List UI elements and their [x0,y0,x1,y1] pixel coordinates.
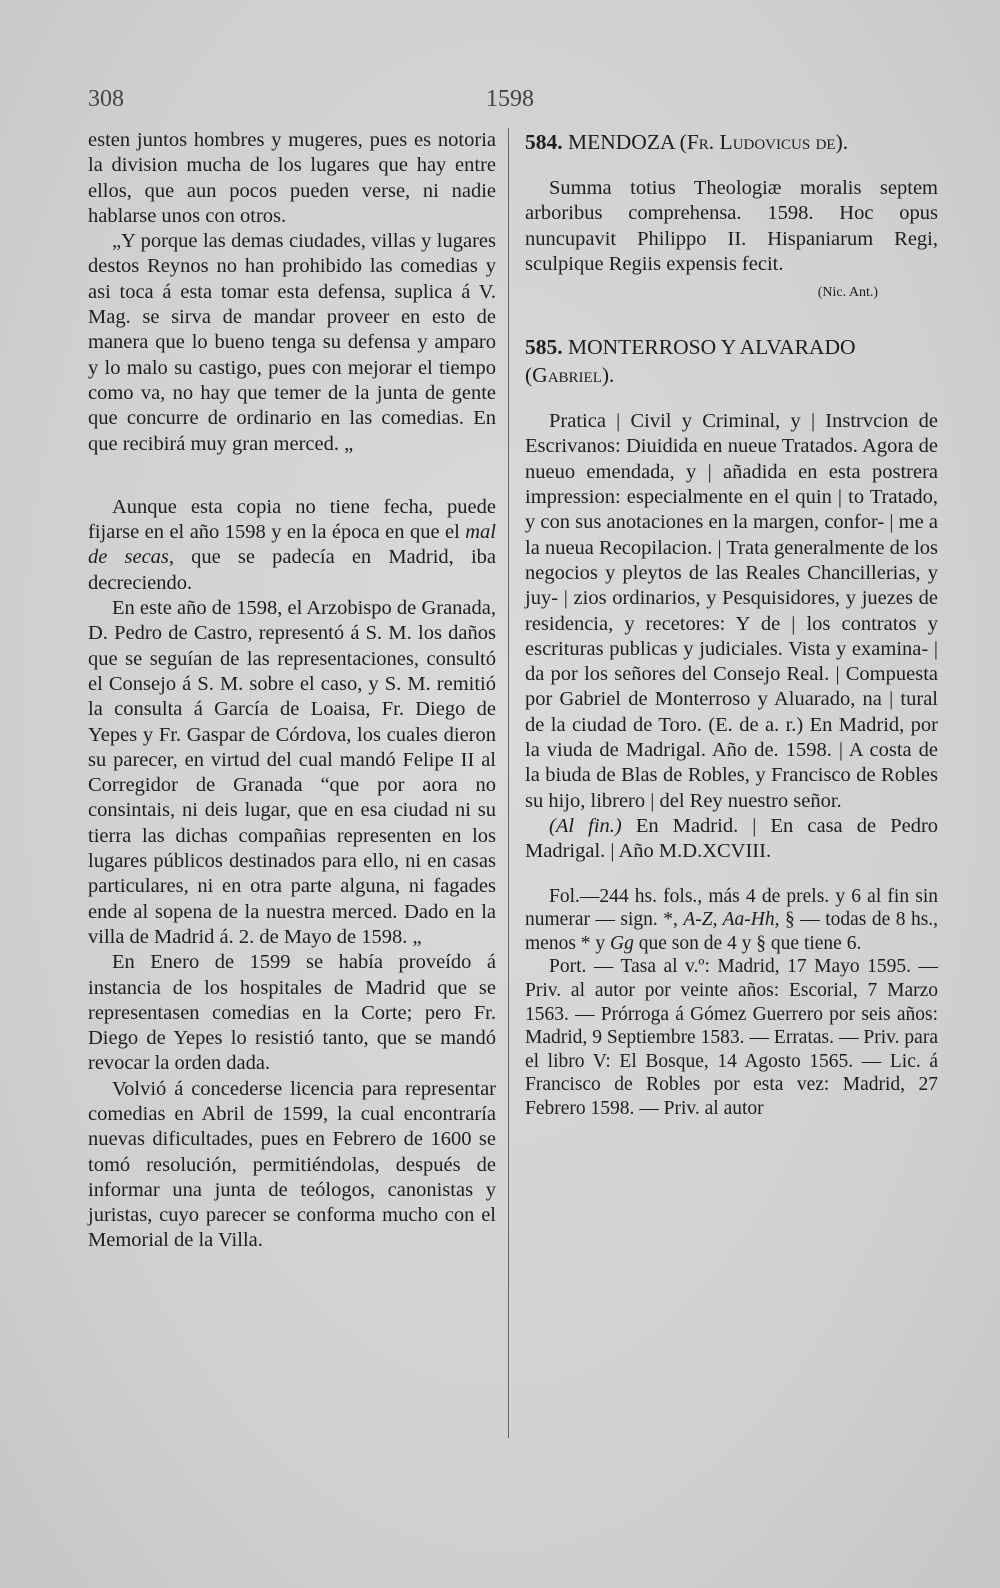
paragraph: Volvió á concederse licencia para representar comedias en Abril de 1599, la cual encontraría nuevas dificultades, pues en Febrero de 1600 se tomó resolución, permitiéndolas, después de informar una junta de teólogos, canonistas y juristas, cuyo parecer se conforma mucho con el Memorial de la Villa. [88,1077,496,1252]
italic-phrase: mal de secas, [88,521,496,569]
paragraph: esten juntos hombres y mugeres, pues es notoria la division mucha de los lugares que hay entre ellos, que aun pocos pueden verse, ni nadie hablarse unos con otros. [88,129,496,227]
entry-description [525,885,938,1121]
entry-author: MONTERROSO Y ALVARADO ( [525,335,856,388]
paragraph: En este año de 1598, el Arzobispo de Granada, D. Pedro de Castro, representó á S. M. los daños que se seguían de las representaciones, consultó el Consejo á S. M. sobre el caso, y S. M. remitió la consulta á García de Loaisa, Fr. Diego de Yepes y Fr. Gaspar de Córdova, los cuales dieron su parecer, en virtud del cual mandó Felipe II al Corregidor de Granada “que por aora no consintais, ni deis lugar, que en esa ciudad ni su tierra las dichas compañias representen en los lugares públicos destinados para ello, ni en casas particulares, ni en otra parte alguna, ni fagades ende al sopena de la nuestra merced. Dado en la villa de Madrid á. 2. de Mayo de 1598. „ [88,597,496,948]
entry-author: MENDOZA ( [568,130,687,154]
entry-585 [525,333,938,1120]
column-divider [508,128,509,1438]
entry-source: (Nic. Ant.) [817,285,878,301]
collation-text: que son de 4 y § que tiene 6. [638,932,862,954]
entry-heading [525,333,938,389]
collation-signatures: A-Z, Aa-Hh, [683,909,780,931]
entry-author-forename: Gabriel [532,363,602,388]
entry-body [525,176,938,277]
header-year: 1598 [486,86,534,112]
entry-title: Summa totius Theologiæ moralis septem arboribus comprehensa. 1598. Hoc opus nuncupavit Philippo II. Hispaniarum Regi, sculpique Regiis expensis fecit. [525,177,938,275]
text-span: que se padecía en Madrid, iba decreciendo. [88,546,496,594]
entry-title: Pratica | Civil y Criminal, y | Instrvcion de Escrivanos: Diuidida en nueue Tratados. Agora de nueuo emendada, y | añadida en esta postrera impression: especialmente en el quin | to Tratado, y con sus anotaciones en la margen, confor- | me a la nueua Recopilacion. | Trata generalmente de los negocios y pleytos de las Reales Chancillerias, y juy- | zios ordinarios, y Pesquisidores, y juezes de residencia, y recetores: Y de | los contratos y escrituras publicas y judiciales. Vista y examina- | da por los señores del Consejo Real. | Compuesta por Gabriel de Monterroso y Aluarado, na | tural de la ciudad de Toro. (E. de a. r.) En Madrid, por la viuda de Madrigal. Año de. 1598. | A costa de la biuda de Blas de Robles, y Francisco de Robles su hijo, librero | del Rey nuestro señor. [525,410,938,812]
text-span: Aunque esta copia no tiene fecha, puede fijarse en el año 1598 y en la época en que el [88,495,496,544]
colophon-label: (Al fin.) [549,814,622,837]
collation-text: Fol.—244 hs. fols., más 4 de prels. y 6 al fin sin numerar — sign. *, [525,885,938,931]
collation-signature-gg: Gg [610,932,634,954]
entry-colophon [525,814,938,865]
entry-author-end: ). [835,130,849,154]
paragraph: En Enero de 1599 se había proveído á instancia de los hospitales de Madrid que se representasen comedias en la Corte; pero Fr. Diego de Yepes lo resistió tanto, que se mandó revocar la orden dada. [88,951,496,1075]
preliminaries: Port. — Tasa al v.º: Madrid, 17 Mayo 1595. — Priv. al autor por veinte años: Escorial, 7 Marzo 1563. — Prórroga á Gómez Guerrero por seis años: Madrid, 9 Septiembre 1583. — Erratas. — Priv. para el libro V: El Bosque, 14 Agosto 1565. — Lic. á Francisco de Robles por esta vez: Madrid, 27 Febrero 1598. — Priv. al autor [525,956,938,1119]
page-number: 308 [88,86,124,112]
collation [525,885,938,956]
entry-body [525,409,938,864]
running-header [88,86,933,116]
entry-heading [525,128,938,156]
right-column [525,128,938,1120]
entry-author-end: ). [601,363,615,388]
colophon-text: En Madrid. | En casa de Pedro Madrigal. | Año M.D.XCVIII. [525,814,939,863]
entry-584 [525,128,938,301]
paragraph [88,495,496,596]
left-column [88,128,496,1254]
paragraph: „Y porque las demas ciudades, villas y lugares destos Reynos no han prohibido las comedias y asi toca á esta tomar esta defensa, suplica á V. Mag. se sirva de mandar proveer en esto de manera que lo bueno tenga su defensa y amparo y lo malo su castigo, pues con mejorar el tiempo como va, no hay que temer de la junta de gente que concurre de ordinario en las comedias. En que recibirá muy gran merced. „ [88,230,496,455]
collation-text: § — todas de 8 hs., menos * y [525,909,939,954]
entry-number: 585. [525,335,563,360]
entry-author-forename: Fr. Ludovicus de [686,130,836,154]
entry-number: 584. [525,130,563,154]
